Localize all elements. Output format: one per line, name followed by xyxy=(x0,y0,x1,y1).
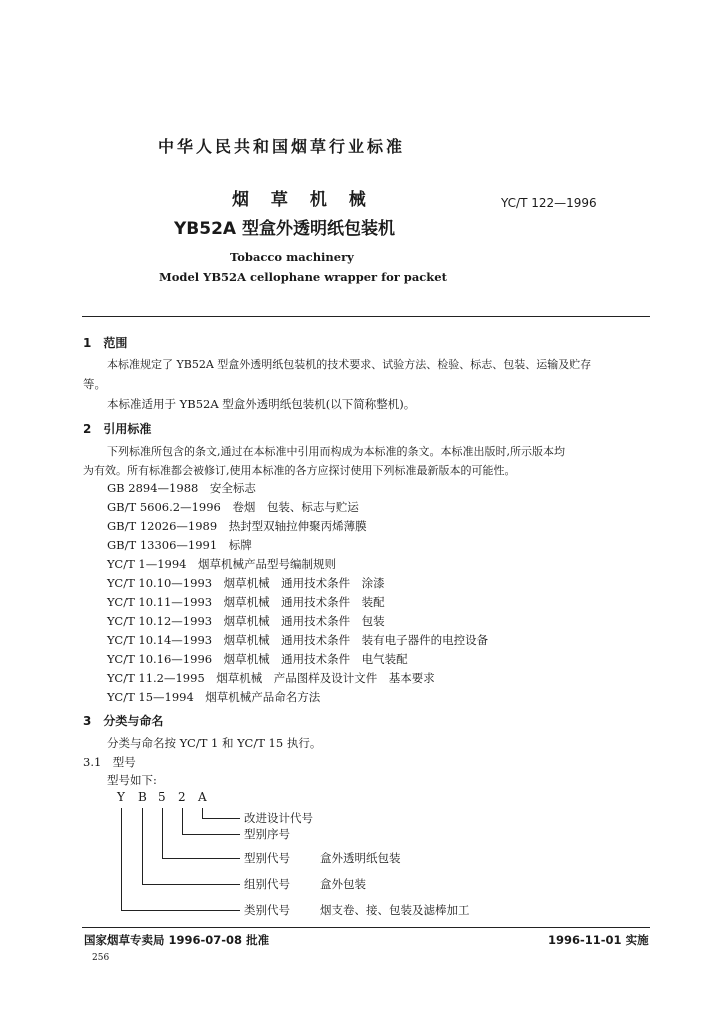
footer-divider xyxy=(82,927,650,928)
reference-item: GB 2894—1988 安全标志 xyxy=(107,481,256,495)
section-2-paragraph-line-1: 下列标准所包含的条文,通过在本标准中引用而构成为本标准的条文。本标准出版时,所示版本均 xyxy=(107,445,565,458)
reference-item: YC/T 11.2—1995 烟草机械 产品图样及设计文件 基本要求 xyxy=(107,671,435,685)
tree-label-type-code: 型别代号 xyxy=(244,851,290,865)
title-en-line2: Model YB52A cellophane wrapper for packet xyxy=(159,270,447,284)
tree-line-a-horizontal xyxy=(202,818,240,819)
industry-standard-title: 中华人民共和国烟草行业标准 xyxy=(158,137,406,156)
model-char-2: 2 xyxy=(178,790,186,804)
tree-line-y-vertical xyxy=(121,808,122,910)
tree-line-5-vertical xyxy=(162,808,163,858)
reference-item: YC/T 10.11—1993 烟草机械 通用技术条件 装配 xyxy=(107,595,385,609)
title-cn-line2: YB52A 型盒外透明纸包装机 xyxy=(174,219,395,239)
model-intro: 型号如下: xyxy=(107,773,157,787)
section-3-1-heading: 3.1 型号 xyxy=(83,755,136,769)
tree-label-type-sequence: 型别序号 xyxy=(244,827,290,841)
tree-desc-type-code: 盒外透明纸包装 xyxy=(320,851,401,865)
section-3-paragraph: 分类与命名按 YC/T 1 和 YC/T 15 执行。 xyxy=(107,736,322,750)
tree-desc-group-code: 盒外包装 xyxy=(320,877,366,891)
reference-item: GB/T 5606.2—1996 卷烟 包装、标志与贮运 xyxy=(107,500,359,514)
reference-item: YC/T 15—1994 烟草机械产品命名方法 xyxy=(107,690,321,704)
section-1-paragraph-1-line-2: 等。 xyxy=(83,377,106,391)
section-1-heading: 1 范围 xyxy=(83,336,128,350)
reference-item: YC/T 1—1994 烟草机械产品型号编制规则 xyxy=(107,557,336,571)
tree-line-2-horizontal xyxy=(182,834,240,835)
reference-item: YC/T 10.14—1993 烟草机械 通用技术条件 装有电子器件的电控设备 xyxy=(107,633,489,647)
tree-line-b-vertical xyxy=(142,808,143,884)
section-3-heading: 3 分类与命名 xyxy=(83,714,164,728)
tree-label-improvement-code: 改进设计代号 xyxy=(244,811,313,825)
title-cn-line1: 烟 草 机 械 xyxy=(232,190,374,210)
standard-number: YC/T 122—1996 xyxy=(501,196,597,210)
model-char-y: Y xyxy=(117,790,125,804)
approval-info: 国家烟草专卖局 1996-07-08 批准 xyxy=(84,933,270,947)
tree-line-2-vertical xyxy=(182,808,183,834)
title-en-line1: Tobacco machinery xyxy=(230,250,354,264)
reference-item: YC/T 10.10—1993 烟草机械 通用技术条件 涂漆 xyxy=(107,576,385,590)
reference-item: YC/T 10.16—1996 烟草机械 通用技术条件 电气装配 xyxy=(107,652,408,666)
reference-item: YC/T 10.12—1993 烟草机械 通用技术条件 包装 xyxy=(107,614,385,628)
section-2-heading: 2 引用标准 xyxy=(83,422,152,436)
reference-item: GB/T 12026—1989 热封型双轴拉伸聚丙烯薄膜 xyxy=(107,519,367,533)
model-char-b: B xyxy=(138,790,147,804)
tree-line-a-vertical xyxy=(202,808,203,818)
section-1-paragraph-1-line-1: 本标准规定了 YB52A 型盒外透明纸包装机的技术要求、试验方法、检验、标志、包装、运输及贮存 xyxy=(107,358,592,371)
tree-label-category-code: 类别代号 xyxy=(244,903,290,917)
model-char-a: A xyxy=(198,790,207,804)
header-divider xyxy=(82,316,650,317)
tree-line-5-horizontal xyxy=(162,858,240,859)
section-2-paragraph-line-2: 为有效。所有标准都会被修订,使用本标准的各方应探讨使用下列标准最新版本的可能性。 xyxy=(83,464,516,477)
section-1-paragraph-2: 本标准适用于 YB52A 型盒外透明纸包装机(以下简称整机)。 xyxy=(107,397,416,411)
page-number: 256 xyxy=(92,953,110,963)
model-char-5: 5 xyxy=(158,790,166,804)
tree-label-group-code: 组别代号 xyxy=(244,877,290,891)
reference-item: GB/T 13306—1991 标牌 xyxy=(107,538,252,552)
tree-desc-category-code: 烟支卷、接、包装及滤棒加工 xyxy=(320,903,470,917)
tree-line-b-horizontal xyxy=(142,884,240,885)
tree-line-y-horizontal xyxy=(121,910,240,911)
implementation-date: 1996-11-01 实施 xyxy=(548,933,649,947)
